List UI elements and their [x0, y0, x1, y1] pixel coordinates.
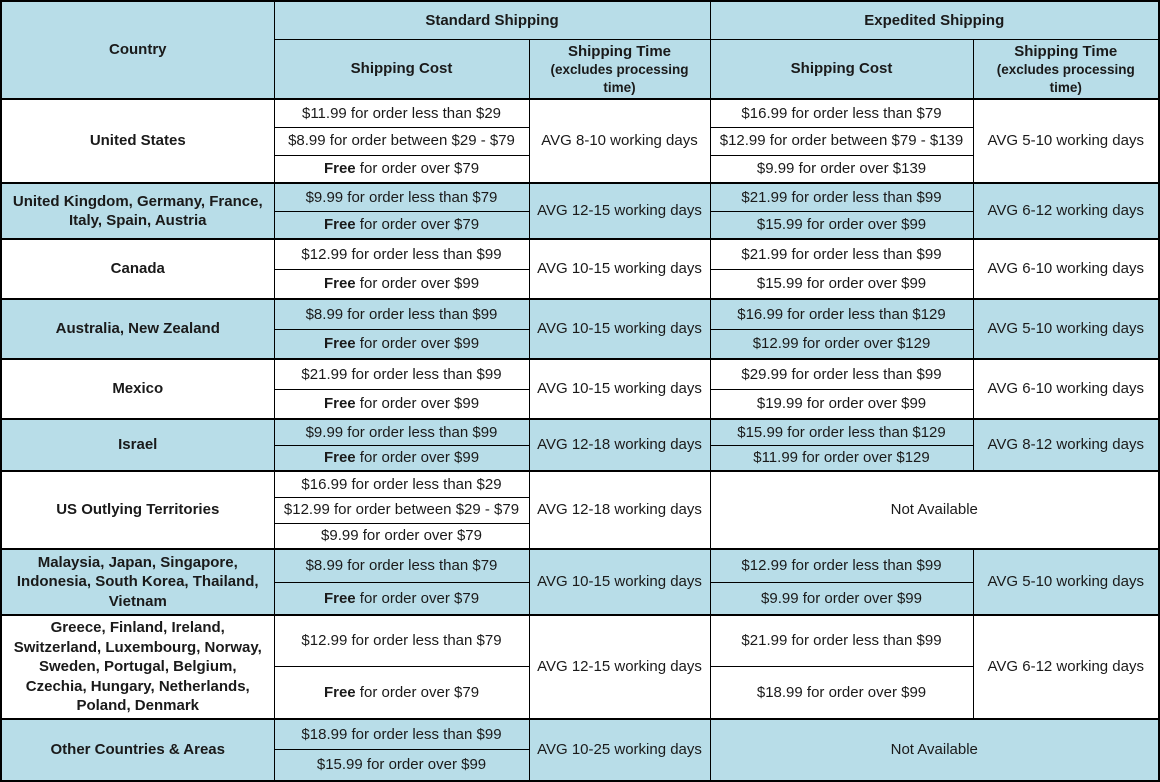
country-cell: Other Countries & Areas	[1, 719, 274, 781]
standard-time-cell: AVG 12-15 working days	[529, 183, 710, 239]
cost-text: for order over $79	[355, 160, 480, 178]
cost-text: $8.99 for order less than $79	[305, 557, 498, 575]
cost-text: for order over $79	[355, 683, 480, 701]
header-time-line1: Shipping Time	[567, 42, 672, 60]
cost-text: $9.99 for order less than $79	[305, 188, 498, 206]
header-expedited-cost: Shipping Cost	[710, 39, 973, 99]
cost-text: $21.99 for order less than $99	[301, 365, 502, 383]
expedited-time-cell: AVG 5-10 working days	[973, 549, 1159, 615]
standard-cost-cell	[274, 211, 529, 239]
expedited-cost-cell	[710, 667, 973, 719]
cost-text: $15.99 for order less than $129	[737, 423, 946, 441]
standard-cost-cell	[274, 549, 529, 582]
standard-time-cell: AVG 10-15 working days	[529, 359, 710, 419]
cost-text: $15.99 for order over $99	[316, 756, 487, 774]
cost-text: $9.99 for order over $79	[321, 527, 482, 545]
standard-cost-cell	[274, 183, 529, 211]
table-row	[1, 239, 1159, 269]
cost-text: $9.99 for order less than $99	[305, 423, 498, 441]
standard-cost-cell	[274, 239, 529, 269]
expedited-cost-cell	[710, 269, 973, 299]
cost-text: $12.99 for order less than $99	[741, 557, 942, 575]
expedited-cost-cell	[710, 389, 973, 419]
cost-text: $15.99 for order over $99	[756, 216, 927, 234]
expedited-time-cell: AVG 6-10 working days	[973, 359, 1159, 419]
standard-time-cell: AVG 10-15 working days	[529, 299, 710, 359]
free-label: Free	[323, 160, 356, 178]
country-cell: United States	[1, 99, 274, 183]
expedited-cost-cell	[710, 549, 973, 582]
cost-text: $16.99 for order less than $79	[741, 104, 942, 122]
country-cell: Australia, New Zealand	[1, 299, 274, 359]
table-row	[1, 183, 1159, 211]
standard-cost-cell	[274, 99, 529, 127]
cost-text: $8.99 for order between $29 - $79	[288, 132, 515, 150]
table-row	[1, 549, 1159, 582]
expedited-cost-cell	[710, 127, 973, 155]
header-standard-shipping: Standard Shipping	[274, 1, 710, 39]
expedited-cost-cell	[710, 419, 973, 445]
standard-cost-cell	[274, 523, 529, 549]
cost-text: $16.99 for order less than $129	[737, 305, 946, 323]
expedited-time-cell: AVG 6-12 working days	[973, 183, 1159, 239]
table-row	[1, 299, 1159, 329]
country-cell: Greece, Finland, Ireland, Switzerland, Luxembourg, Norway, Sweden, Portugal, Belgium, Czechia, Hungary, Netherlands, Poland, Denmark	[1, 615, 274, 719]
expedited-cost-cell	[710, 299, 973, 329]
not-available-cell: Not Available	[710, 471, 1159, 549]
cost-text: $16.99 for order less than $29	[301, 475, 502, 493]
standard-time-cell: AVG 12-18 working days	[529, 419, 710, 471]
standard-cost-cell	[274, 389, 529, 419]
free-label: Free	[323, 449, 356, 467]
header-standard-cost: Shipping Cost	[274, 39, 529, 99]
header-standard-time	[529, 39, 710, 99]
expedited-cost-cell	[710, 445, 973, 471]
standard-time-cell: AVG 10-15 working days	[529, 549, 710, 615]
expedited-cost-cell	[710, 239, 973, 269]
country-cell: US Outlying Territories	[1, 471, 274, 549]
expedited-time-cell: AVG 5-10 working days	[973, 99, 1159, 183]
expedited-cost-cell	[710, 155, 973, 183]
expedited-time-cell: AVG 5-10 working days	[973, 299, 1159, 359]
cost-text: $11.99 for order less than $29	[301, 104, 502, 122]
standard-time-cell: AVG 10-15 working days	[529, 239, 710, 299]
standard-cost-cell	[274, 359, 529, 389]
table-row	[1, 471, 1159, 497]
table-row	[1, 719, 1159, 750]
cost-text: $21.99 for order less than $99	[741, 632, 942, 650]
country-cell: Israel	[1, 419, 274, 471]
cost-text: $12.99 for order between $29 - $79	[283, 501, 520, 519]
not-available-cell: Not Available	[710, 719, 1159, 781]
header-expedited-time	[973, 39, 1159, 99]
country-cell: United Kingdom, Germany, France, Italy, Spain, Austria	[1, 183, 274, 239]
cost-text: for order over $99	[355, 395, 480, 413]
cost-text: for order over $79	[355, 216, 480, 234]
cost-text: for order over $99	[355, 275, 480, 293]
standard-cost-cell	[274, 750, 529, 781]
expedited-cost-cell	[710, 615, 973, 667]
standard-cost-cell	[274, 155, 529, 183]
cost-text: $8.99 for order less than $99	[305, 305, 498, 323]
header-expedited-shipping: Expedited Shipping	[710, 1, 1159, 39]
country-cell: Mexico	[1, 359, 274, 419]
standard-cost-cell	[274, 667, 529, 719]
cost-text: for order over $79	[355, 589, 480, 607]
country-cell: Canada	[1, 239, 274, 299]
standard-cost-cell	[274, 582, 529, 615]
standard-cost-cell	[274, 269, 529, 299]
table-row	[1, 99, 1159, 127]
cost-text: for order over $99	[355, 335, 480, 353]
cost-text: $19.99 for order over $99	[756, 395, 927, 413]
header-time-line2: (excludes processing time)	[996, 62, 1135, 95]
free-label: Free	[323, 275, 356, 293]
cost-text: $11.99 for order over $129	[753, 449, 930, 467]
standard-time-cell: AVG 8-10 working days	[529, 99, 710, 183]
free-label: Free	[323, 395, 356, 413]
standard-time-cell: AVG 10-25 working days	[529, 719, 710, 781]
cost-text: $12.99 for order between $79 - $139	[719, 132, 964, 150]
cost-text: $12.99 for order over $129	[752, 335, 931, 353]
cost-text: $12.99 for order less than $99	[301, 245, 502, 263]
free-label: Free	[323, 335, 356, 353]
standard-cost-cell	[274, 719, 529, 750]
cost-text: $18.99 for order over $99	[756, 683, 927, 701]
expedited-cost-cell	[710, 582, 973, 615]
cost-text: for order over $99	[355, 449, 480, 467]
free-label: Free	[323, 589, 356, 607]
table-row	[1, 359, 1159, 389]
expedited-cost-cell	[710, 211, 973, 239]
header-time-line2: (excludes processing time)	[550, 62, 689, 95]
expedited-cost-cell	[710, 329, 973, 359]
free-label: Free	[323, 216, 356, 234]
cost-text: $9.99 for order over $139	[756, 160, 927, 178]
cost-text: $21.99 for order less than $99	[741, 188, 942, 206]
cost-text: $18.99 for order less than $99	[301, 725, 502, 743]
expedited-time-cell: AVG 6-10 working days	[973, 239, 1159, 299]
standard-cost-cell	[274, 419, 529, 445]
standard-cost-cell	[274, 445, 529, 471]
header-time-line1: Shipping Time	[1014, 42, 1118, 60]
standard-cost-cell	[274, 127, 529, 155]
expedited-cost-cell	[710, 359, 973, 389]
table-row	[1, 615, 1159, 667]
expedited-time-cell: AVG 8-12 working days	[973, 419, 1159, 471]
standard-time-cell: AVG 12-18 working days	[529, 471, 710, 549]
standard-cost-cell	[274, 471, 529, 497]
cost-text: $12.99 for order less than $79	[301, 632, 502, 650]
standard-cost-cell	[274, 497, 529, 523]
standard-cost-cell	[274, 329, 529, 359]
expedited-cost-cell	[710, 99, 973, 127]
expedited-time-cell: AVG 6-12 working days	[973, 615, 1159, 719]
cost-text: $29.99 for order less than $99	[741, 365, 942, 383]
cost-text: $15.99 for order over $99	[756, 275, 927, 293]
standard-cost-cell	[274, 615, 529, 667]
expedited-cost-cell	[710, 183, 973, 211]
standard-time-cell: AVG 12-15 working days	[529, 615, 710, 719]
cost-text: $9.99 for order over $99	[761, 589, 922, 607]
table-row	[1, 419, 1159, 445]
country-cell: Malaysia, Japan, Singapore, Indonesia, South Korea, Thailand, Vietnam	[1, 549, 274, 615]
header-country: Country	[1, 1, 274, 99]
header-row-groups	[1, 1, 1159, 39]
standard-cost-cell	[274, 299, 529, 329]
cost-text: $21.99 for order less than $99	[741, 245, 942, 263]
free-label: Free	[323, 683, 356, 701]
